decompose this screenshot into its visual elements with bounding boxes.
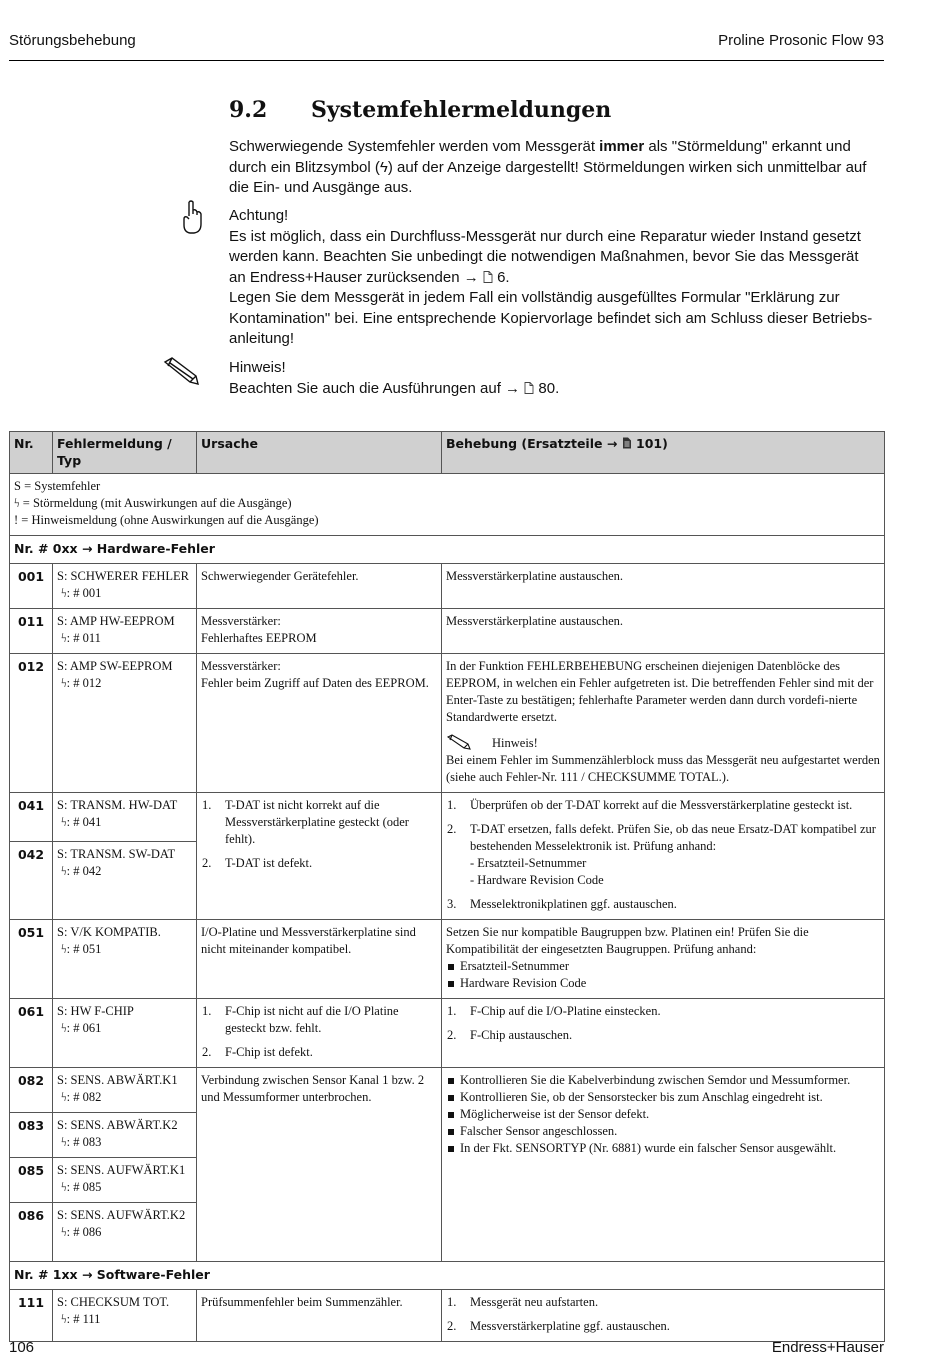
- intro-text-2: als "Störmeldung" erkannt und durch ein Blitzsymbol (ϟ) auf der Anzeige dargestellt! Störmeldungen wirken sich unmittelbar auf die Ein- und Ausgänge aus.: [229, 138, 867, 196]
- section-number: 9.2: [229, 97, 268, 123]
- error-number: 041: [10, 793, 53, 842]
- list-number: 2.: [447, 1319, 457, 1333]
- pointing-hand-icon: [180, 200, 204, 236]
- warning-heading: Achtung!: [229, 207, 289, 224]
- cause-line: Fehler beim Zugriff auf Daten des EEPROM.: [201, 676, 429, 690]
- error-number: 061: [10, 999, 53, 1068]
- hint-label: Hinweis!: [492, 736, 538, 750]
- error-code: ϟ: # 041: [61, 815, 102, 829]
- list-item: In der Fkt. SENSORTYP (Nr. 6881) wurde ein falscher Sensor ausgewählt.: [446, 1140, 880, 1157]
- error-type: S: TRANSM. HW-DAT: [57, 798, 178, 812]
- error-type: S: AMP HW-EEPROM: [57, 614, 175, 628]
- note-heading: Hinweis!: [229, 359, 286, 376]
- col-header-message: Fehlermeldung / Typ: [53, 432, 197, 474]
- error-message: [53, 793, 197, 842]
- error-number: 085: [10, 1158, 53, 1203]
- intro-paragraph: [229, 137, 879, 199]
- error-message: [53, 1068, 197, 1113]
- error-message: [53, 1290, 197, 1342]
- error-type: S: CHECKSUM TOT.: [57, 1295, 170, 1309]
- list-number: 2.: [447, 1028, 457, 1042]
- header-chapter: Störungsbehebung: [9, 32, 136, 49]
- list-item: [201, 797, 437, 848]
- list-item: Kontrollieren Sie, ob der Sensorstecker bis zum Anschlag eingedreht ist.: [446, 1089, 880, 1106]
- error-code: ϟ: # 085: [61, 1180, 102, 1194]
- list-text: F-Chip auf die I/O-Platine einstecken.: [470, 1004, 661, 1018]
- remedy-bullets: [446, 1072, 880, 1157]
- error-remedy: [442, 654, 885, 793]
- error-code: ϟ: # 051: [61, 942, 102, 956]
- error-code: ϟ: # 001: [61, 586, 102, 600]
- error-number: 051: [10, 920, 53, 999]
- remedy-text: In der Funktion FEHLERBEHEBUNG erscheinen diejenigen Datenblöcke des EEPROM, in welchen ein Fehler aufgetreten ist. Die betreffenden Fehler sind mit der Enter-Taste zu bestätigen; fehlerhafte Parameter werden dann durch vordefi-nierte Standardwerte ersetzt.: [446, 659, 874, 724]
- error-message: [53, 1113, 197, 1158]
- error-message: [53, 842, 197, 920]
- page-header: [9, 32, 884, 61]
- section-heading: Systemfehlermeldungen: [311, 97, 612, 123]
- error-type: S: V/K KOMPATIB.: [57, 925, 161, 939]
- page-number: 106: [9, 1339, 35, 1356]
- remedy-list: [446, 1003, 880, 1044]
- error-number: 001: [10, 564, 53, 609]
- list-item: [201, 1003, 437, 1037]
- list-item: Hardware Revision Code: [446, 975, 880, 992]
- error-remedy: [442, 793, 885, 920]
- table-header-row: [10, 432, 885, 474]
- list-item: [446, 797, 880, 814]
- error-type: S: SCHWERER FEHLER: [57, 569, 189, 583]
- error-remedy: [442, 920, 885, 999]
- list-item: [446, 1294, 880, 1311]
- list-item: [201, 855, 437, 872]
- col-header-nr: Nr.: [10, 432, 53, 474]
- error-remedy: [442, 1068, 885, 1262]
- error-remedy: [442, 999, 885, 1068]
- list-text: Messelektronikplatinen ggf. austauschen.: [470, 897, 677, 911]
- error-message: [53, 609, 197, 654]
- list-item: [446, 821, 880, 889]
- error-code: ϟ: # 042: [61, 864, 102, 878]
- list-item: [446, 1318, 880, 1335]
- note-page-ref[interactable]: 80.: [538, 379, 560, 397]
- remedy-list: [446, 1294, 880, 1335]
- list-item: [446, 1027, 880, 1044]
- remedy-text: Setzen Sie nur kompatible Baugruppen bzw. Platinen ein! Prüfen Sie die Kompatibilität der eingesetzten Baugruppen. Prüfung anhand:: [446, 925, 809, 956]
- list-text: T-DAT ersetzen, falls defekt. Prüfen Sie, ob das neue Ersatz-DAT kompatibel zur bestehenden Messelektronik ist. Prüfung anhand:: [470, 822, 876, 853]
- list-text: Messgerät neu aufstarten.: [470, 1295, 599, 1309]
- remedy-bullets: [446, 958, 880, 992]
- list-text: F-Chip ist nicht auf die I/O Platine gesteckt bzw. fehlt.: [225, 1004, 399, 1035]
- error-cause: Schwerwiegender Gerätefehler.: [197, 564, 442, 609]
- error-number: 012: [10, 654, 53, 793]
- error-message: [53, 1158, 197, 1203]
- note-text-body: Beachten Sie auch die Ausführungen auf →: [229, 379, 521, 397]
- error-code: ϟ: # 086: [61, 1225, 102, 1239]
- error-table: [9, 431, 885, 1342]
- cause-line: Messverstärker:: [201, 659, 281, 673]
- list-item: [201, 1044, 437, 1061]
- table-row: [10, 1290, 885, 1342]
- pencil-icon: [162, 356, 202, 388]
- list-number: 2.: [202, 856, 212, 870]
- list-text: Überprüfen ob der T-DAT korrekt auf die Messverstärkerplatine gesteckt ist.: [470, 798, 853, 812]
- error-message: [53, 920, 197, 999]
- header-product: Proline Prosonic Flow 93: [718, 32, 884, 49]
- error-code: ϟ: # 012: [61, 676, 102, 690]
- error-number: 083: [10, 1113, 53, 1158]
- error-number: 042: [10, 842, 53, 920]
- warning-block: [229, 206, 879, 350]
- note-block: [229, 358, 879, 399]
- error-cause: [197, 654, 442, 793]
- error-remedy: [442, 1290, 885, 1342]
- error-type: S: AMP SW-EEPROM: [57, 659, 173, 673]
- error-cause: Prüfsummenfehler beim Summenzähler.: [197, 1290, 442, 1342]
- hint-row: [446, 734, 880, 752]
- remedy-header-ref: 101): [636, 436, 668, 451]
- list-text: F-Chip austauschen.: [470, 1028, 573, 1042]
- error-message: [53, 999, 197, 1068]
- list-text: Messverstärkerplatine ggf. austauschen.: [470, 1319, 670, 1333]
- page-reference-icon: [524, 382, 534, 394]
- error-code: ϟ: # 083: [61, 1135, 102, 1149]
- list-item: [446, 1003, 880, 1020]
- pencil-icon: [446, 734, 472, 750]
- list-number: 1.: [202, 1004, 212, 1018]
- error-type: S: SENS. ABWÄRT.K1: [57, 1073, 178, 1087]
- error-type: S: HW F-CHIP: [57, 1004, 134, 1018]
- error-remedy: Messverstärkerplatine austauschen.: [442, 564, 885, 609]
- section-title: [229, 97, 611, 123]
- list-number: 2.: [202, 1045, 212, 1059]
- error-number: 111: [10, 1290, 53, 1342]
- document-icon: [622, 437, 632, 449]
- cause-list: [201, 1003, 437, 1061]
- page-reference-icon: [483, 271, 493, 283]
- error-code: ϟ: # 111: [61, 1312, 101, 1326]
- error-type: S: SENS. AUFWÄRT.K2: [57, 1208, 186, 1222]
- error-number: 086: [10, 1203, 53, 1262]
- list-item: Möglicherweise ist der Sensor defekt.: [446, 1106, 880, 1123]
- error-type: S: SENS. ABWÄRT.K2: [57, 1118, 178, 1132]
- error-type: S: SENS. AUFWÄRT.K1: [57, 1163, 186, 1177]
- error-number: 011: [10, 609, 53, 654]
- legend-item: ! = Hinweismeldung (ohne Auswirkungen auf die Ausgänge): [14, 513, 319, 527]
- error-type: S: TRANSM. SW-DAT: [57, 847, 176, 861]
- legend-item: S = Systemfehler: [14, 479, 101, 493]
- error-code: ϟ: # 061: [61, 1021, 102, 1035]
- error-number: 082: [10, 1068, 53, 1113]
- legend-item: ϟ = Störmeldung (mit Auswirkungen auf die Ausgänge): [14, 496, 292, 510]
- warning-text-body: Es ist möglich, dass ein Durchfluss-Messgerät nur durch eine Reparatur wieder Instand gesetzt werden kann. Beachten Sie unbedingt die notwendigen Maßnahmen, bevor Sie das Messgerät an Endress+Hauser zurücksenden →: [229, 227, 861, 286]
- error-cause: Verbindung zwischen Sensor Kanal 1 bzw. 2 und Messumformer unterbrochen.: [197, 1068, 442, 1262]
- error-message: [53, 1203, 197, 1262]
- list-number: 2.: [447, 822, 457, 836]
- warning-text-2: Legen Sie dem Messgerät in jedem Fall ein vollständig ausgefülltes Formular "Erklärung zur Kontamination" bei. Eine entsprechende Kopiervorlage befindet sich am Schluss dieser Betriebs-anleitung!: [229, 289, 873, 347]
- error-code: ϟ: # 011: [61, 631, 101, 645]
- remedy-list: [446, 797, 880, 913]
- table-row: [10, 1068, 885, 1113]
- list-item: Kontrollieren Sie die Kabelverbindung zwischen Semdor und Messumformer.: [446, 1072, 880, 1089]
- error-cause: [197, 609, 442, 654]
- table-row: [10, 793, 885, 842]
- page-footer: [9, 1339, 884, 1356]
- intro-bold: immer: [599, 138, 645, 155]
- table-row: [10, 920, 885, 999]
- hint-text: Bei einem Fehler im Summenzählerblock muss das Messgerät neu aufgestartet werden (siehe auch Fehler-Nr. 111 / CHECKSUMME TOTAL.).: [446, 753, 880, 784]
- group-heading: Nr. # 0xx → Hardware-Fehler: [10, 536, 885, 564]
- error-code: ϟ: # 082: [61, 1090, 102, 1104]
- note-text: [229, 379, 879, 400]
- list-number: 1.: [447, 1295, 457, 1309]
- list-subline: - Hardware Revision Code: [470, 873, 604, 887]
- list-text: T-DAT ist defekt.: [225, 856, 313, 870]
- error-cause: I/O-Platine und Messverstärkerplatine sind nicht miteinander kompatibel.: [197, 920, 442, 999]
- warning-page-ref[interactable]: 6.: [497, 268, 510, 286]
- col-header-cause: Ursache: [197, 432, 442, 474]
- legend-row: [10, 474, 885, 536]
- legend-cell: [10, 474, 885, 536]
- warning-text: [229, 227, 879, 289]
- error-remedy: Messverstärkerplatine austauschen.: [442, 609, 885, 654]
- error-cause: [197, 999, 442, 1068]
- list-number: 3.: [447, 897, 457, 911]
- list-text: F-Chip ist defekt.: [225, 1045, 313, 1059]
- table-row: [10, 999, 885, 1068]
- list-subline: - Ersatzteil-Setnummer: [470, 856, 587, 870]
- list-text: T-DAT ist nicht korrekt auf die Messverstärkerplatine gesteckt (oder fehlt).: [225, 798, 409, 846]
- list-number: 1.: [447, 798, 457, 812]
- table-row: [10, 609, 885, 654]
- table-row: [10, 564, 885, 609]
- list-item: Ersatzteil-Setnummer: [446, 958, 880, 975]
- error-cause: [197, 793, 442, 920]
- col-header-remedy: [442, 432, 885, 474]
- footer-brand: Endress+Hauser: [771, 1339, 884, 1356]
- group-heading: Nr. # 1xx → Software-Fehler: [10, 1262, 885, 1290]
- cause-list: [201, 797, 437, 872]
- cause-line: Fehlerhaftes EEPROM: [201, 631, 317, 645]
- list-number: 1.: [447, 1004, 457, 1018]
- intro-text-1: Schwerwiegende Systemfehler werden vom Messgerät: [229, 138, 600, 155]
- cause-line: Messverstärker:: [201, 614, 281, 628]
- list-item: Falscher Sensor angeschlossen.: [446, 1123, 880, 1140]
- list-item: [446, 896, 880, 913]
- error-message: [53, 564, 197, 609]
- error-message: [53, 654, 197, 793]
- remedy-header-text: Behebung (Ersatzteile →: [446, 436, 618, 451]
- group-row-software: [10, 1262, 885, 1290]
- list-number: 1.: [202, 798, 212, 812]
- group-row-hardware: [10, 536, 885, 564]
- table-row: [10, 654, 885, 793]
